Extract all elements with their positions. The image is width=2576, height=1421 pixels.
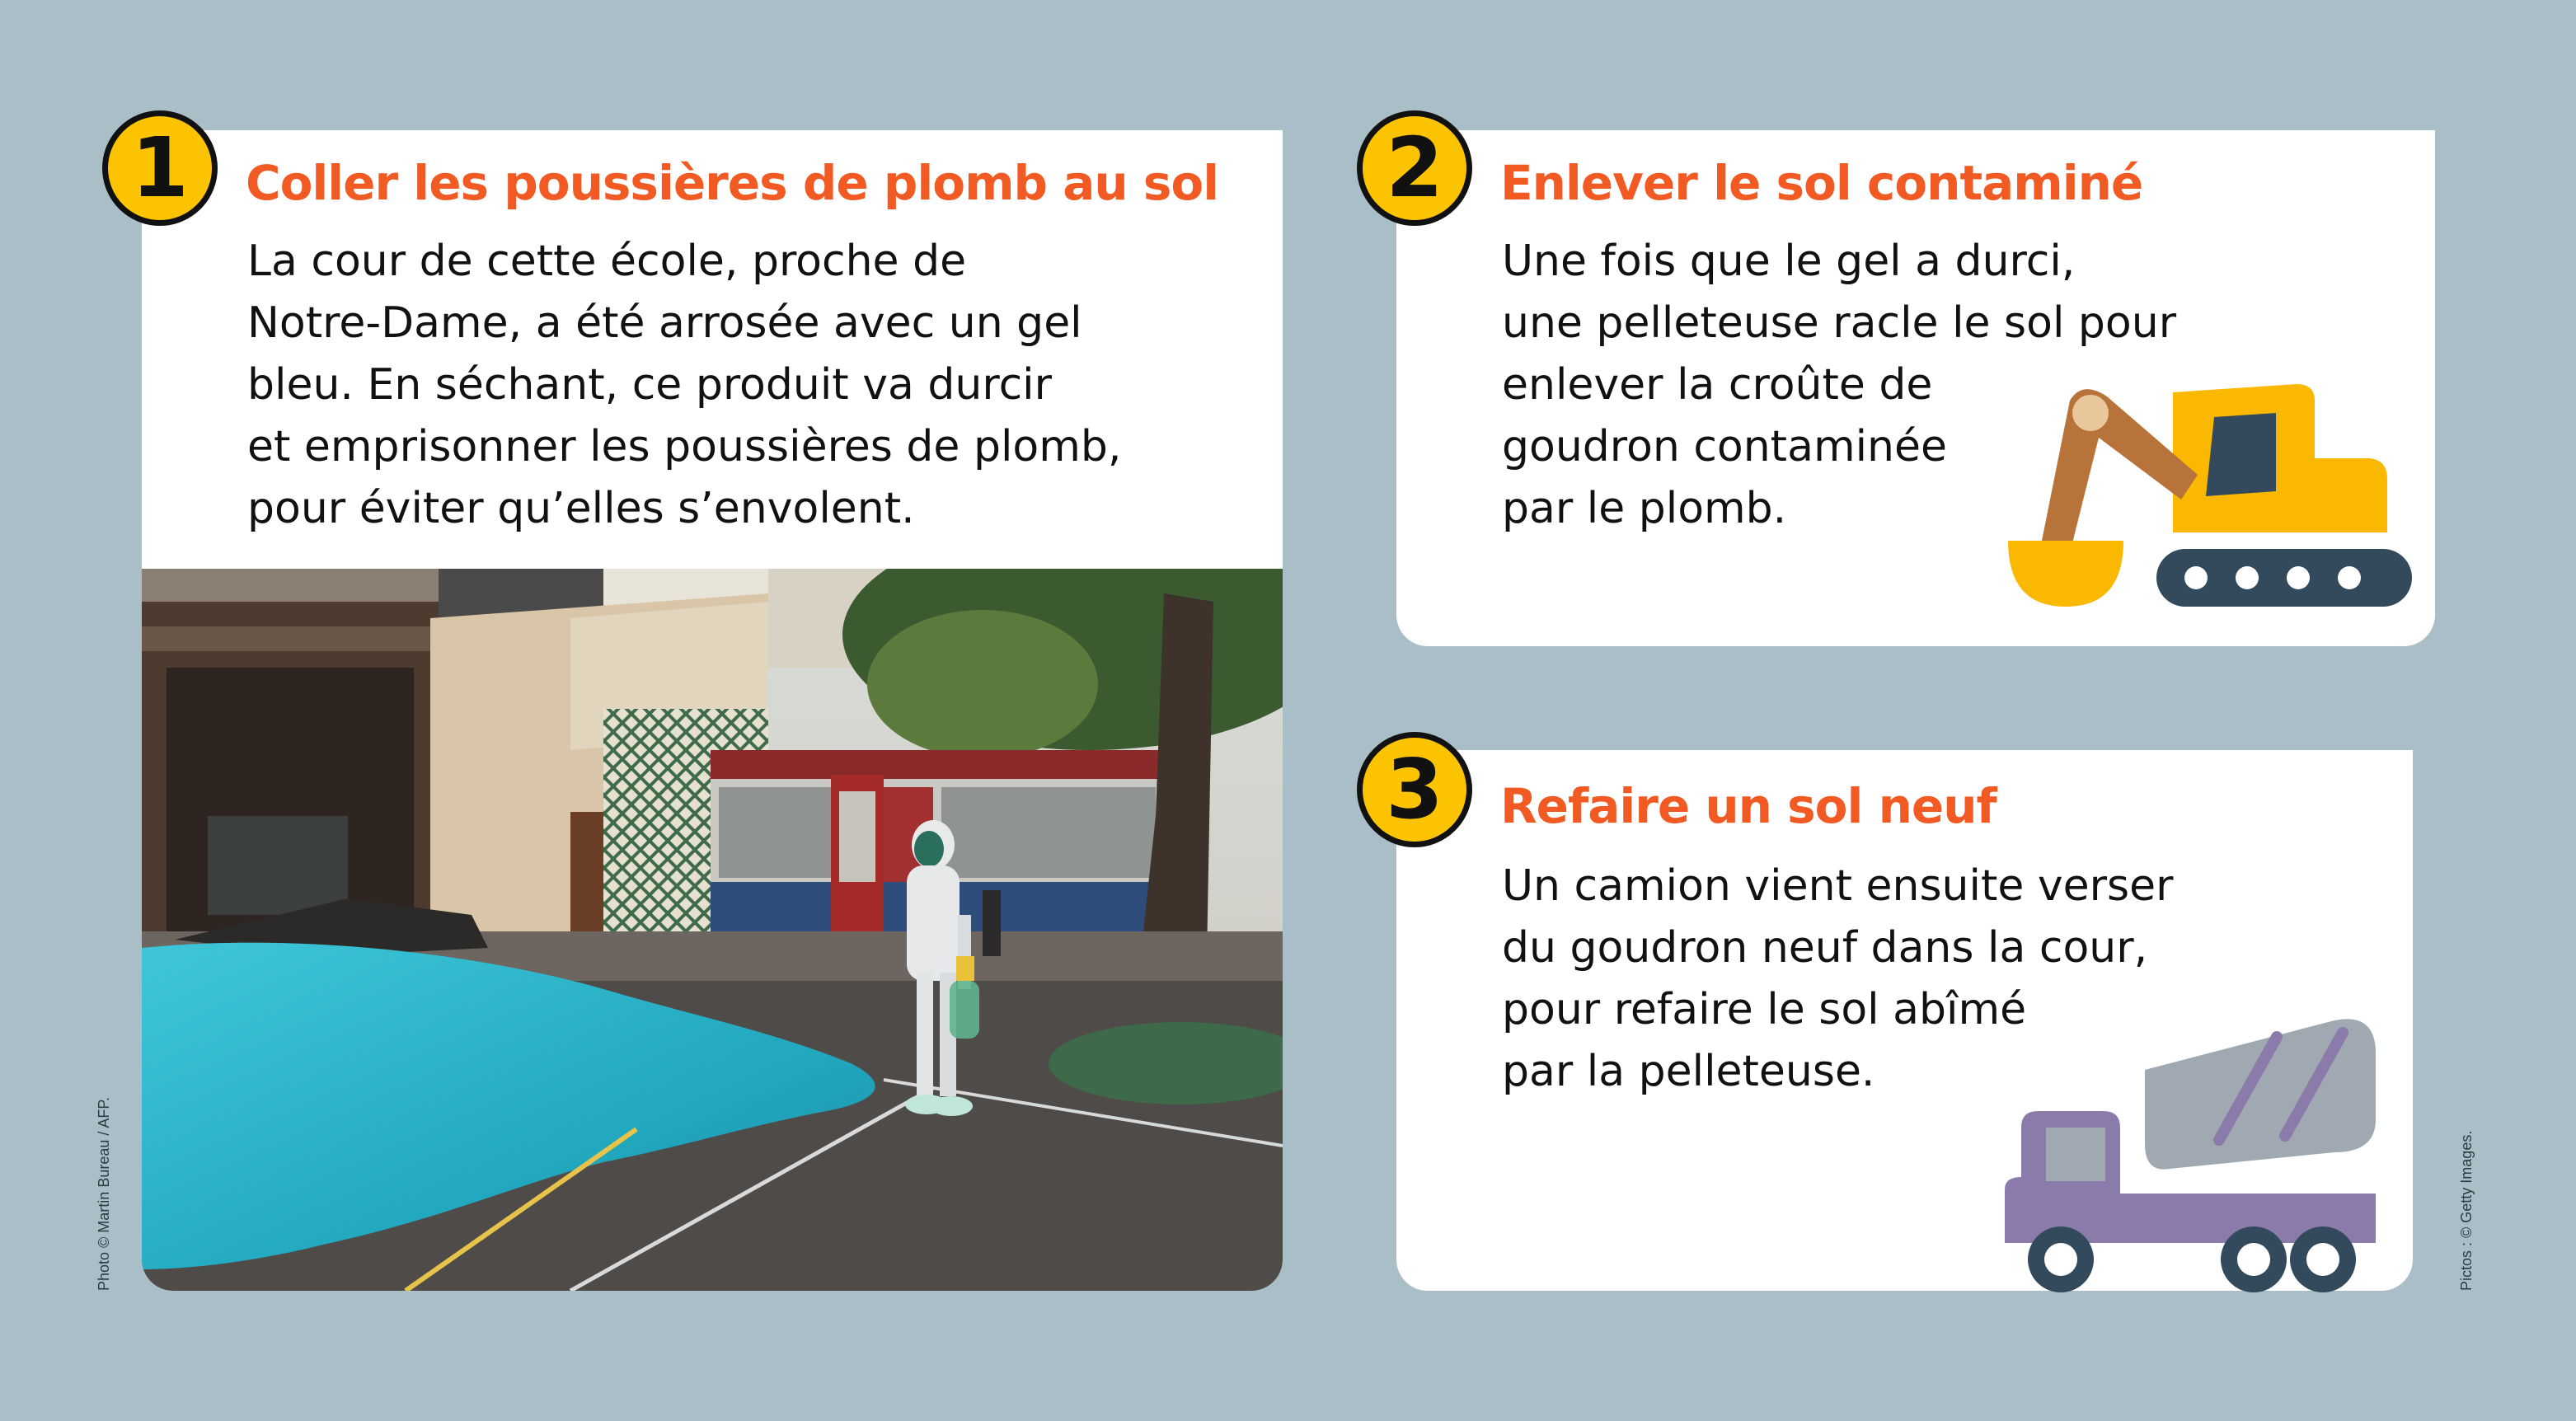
step-2-title: Enlever le sol contaminé [1500,155,2143,211]
step-2-number-badge: 2 [1357,110,1472,226]
step-1-text [247,231,1121,540]
step-1-number-badge: 1 [102,110,218,226]
step-3-text-line: pour refaire le sol abîmé [1502,985,2027,1034]
step-1-text-line: bleu. En séchant, ce produit va durcir [247,360,1052,410]
cement-truck-icon [2005,1012,2384,1296]
step-2-text-line: goudron contaminée [1502,422,1947,471]
step-2-text-line: une pelleteuse racle le sol pour [1502,298,2177,348]
step-3-text-line: du goudron neuf dans la cour, [1502,923,2148,973]
step-1-text-line: et emprisonner les poussières de plomb, [247,422,1122,471]
photo-credit: Photo © Martin Bureau / AFP. [96,1096,112,1291]
step-1-title: Coller les poussières de plomb au sol [246,155,1219,211]
step-2-text-line: Une fois que le gel a durci, [1502,237,2076,286]
step-3-text-line: Un camion vient ensuite verser [1502,861,2174,911]
step-1-text-line: pour éviter qu’elles s’envolent. [247,484,915,533]
step-3-title: Refaire un sol neuf [1500,778,1997,834]
step-3-text-line: par la pelleteuse. [1502,1047,1875,1096]
step-2-text-line: par le plomb. [1502,484,1787,533]
step-2-text-line: enlever la croûte de [1502,360,1933,410]
icons-credit: Pictos : © Getty Images. [2458,1130,2475,1291]
step-1-text-line: Notre-Dame, a été arrosée avec un gel [247,298,1082,348]
step-1-text-line: La cour de cette école, proche de [247,237,967,286]
school-yard-photo [142,569,1283,1291]
step-3-number-badge: 3 [1357,732,1472,847]
excavator-icon [2008,376,2420,651]
